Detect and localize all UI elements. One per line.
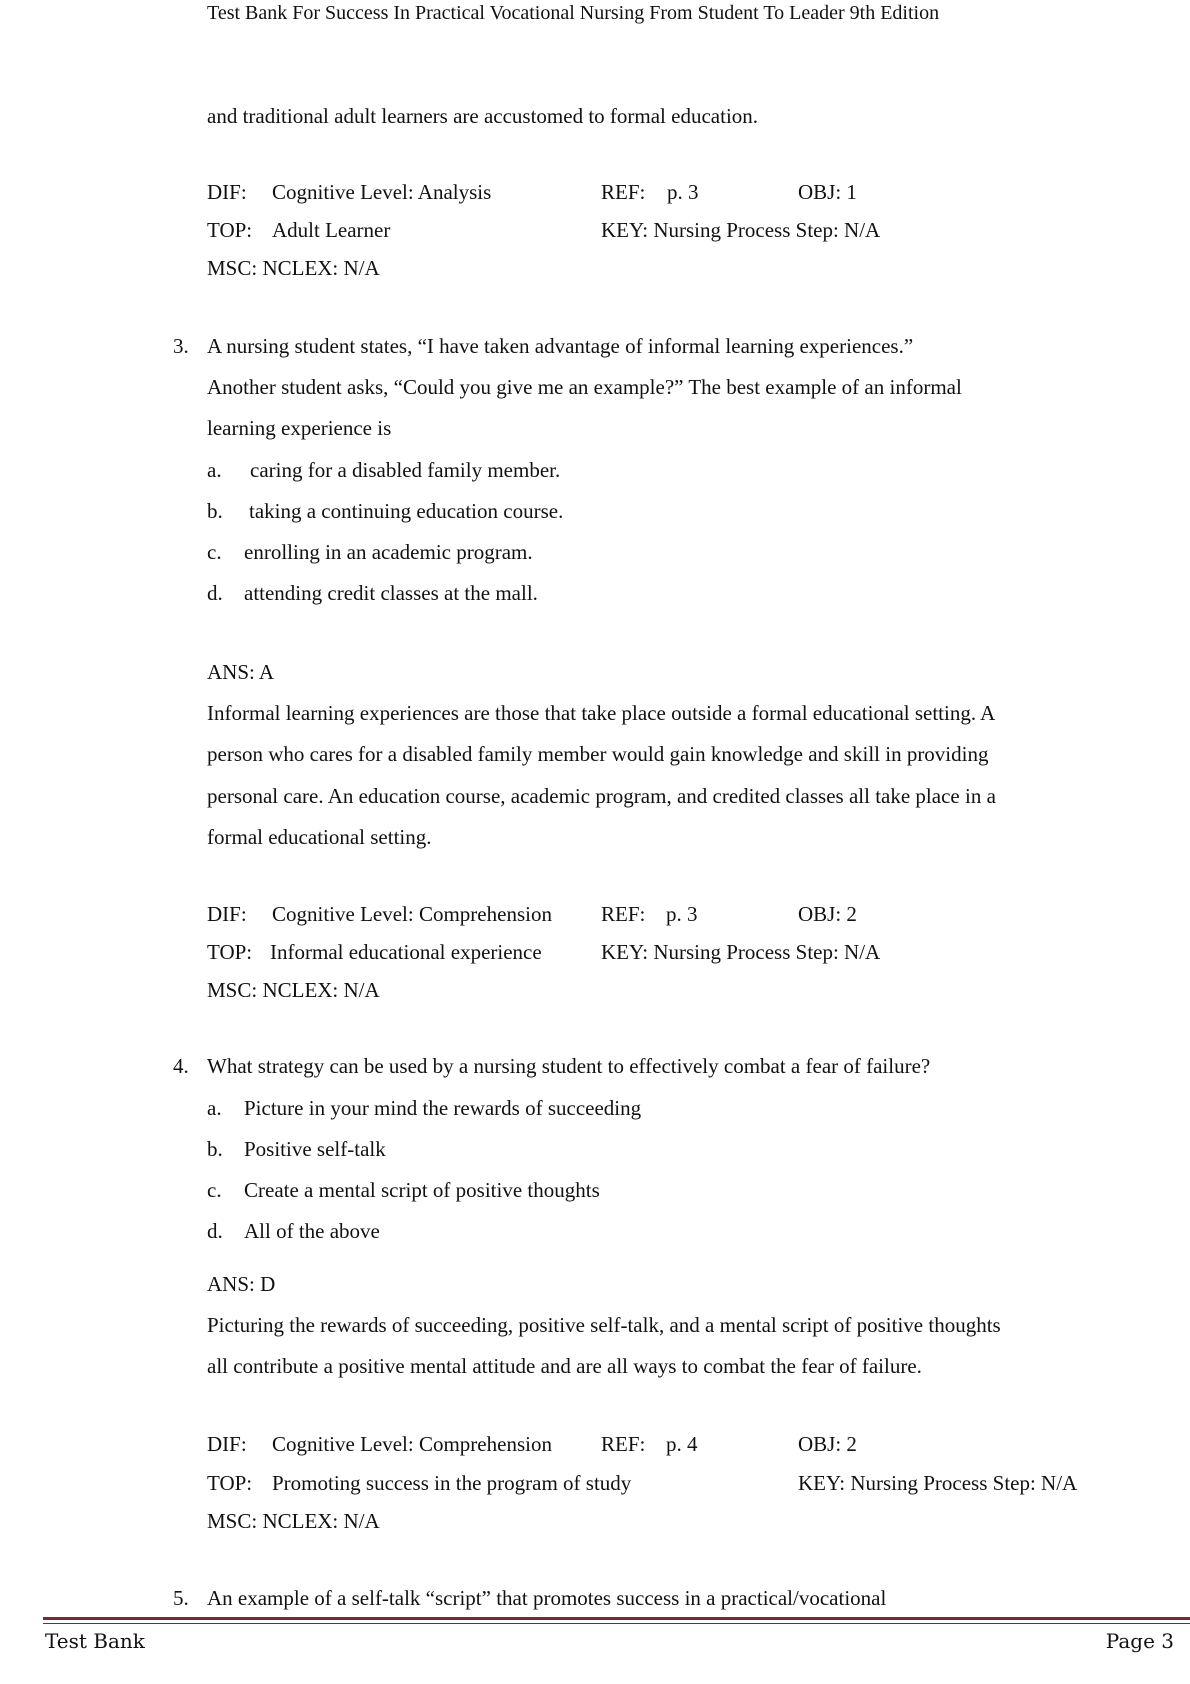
q4-dif-label: DIF: xyxy=(207,1432,247,1456)
q4-option-d-letter: d. xyxy=(207,1219,223,1243)
q3-option-c-text: enrolling in an academic program. xyxy=(244,540,533,564)
footer-page-number: Page 3 xyxy=(1105,1629,1174,1653)
q2-dif-value: Cognitive Level: Analysis xyxy=(272,180,492,204)
q3-option-d-letter: d. xyxy=(207,581,223,605)
q3-stem-line-2: Another student asks, “Could you give me an example?” The best example of an informal xyxy=(207,375,962,399)
q4-ref-value: p. 4 xyxy=(666,1432,698,1456)
q3-stem-line-3: learning experience is xyxy=(207,416,392,440)
q4-rationale-line-1: Picturing the rewards of succeeding, positive self-talk, and a mental script of positive thoughts xyxy=(207,1313,1001,1337)
q3-ref-value: p. 3 xyxy=(666,902,698,926)
q3-number: 3. xyxy=(173,334,189,358)
q2-msc: MSC: NCLEX: N/A xyxy=(207,256,380,280)
q4-top-value: Promoting success in the program of study xyxy=(272,1471,632,1495)
q3-key: KEY: Nursing Process Step: N/A xyxy=(601,940,881,964)
footer-rule-thin xyxy=(43,1623,1190,1624)
q3-rationale-line-2: person who cares for a disabled family member would gain knowledge and skill in providing xyxy=(207,742,989,766)
q2-dif-label: DIF: xyxy=(207,180,247,204)
q4-option-d-text: All of the above xyxy=(244,1219,380,1243)
q4-number: 4. xyxy=(173,1054,189,1078)
q3-option-a-letter: a. xyxy=(207,458,222,482)
q4-option-b-text: Positive self-talk xyxy=(244,1137,386,1161)
q3-top-label: TOP: xyxy=(207,940,253,964)
footer-left-label: Test Bank xyxy=(45,1629,145,1653)
intro-line: and traditional adult learners are accustomed to formal education. xyxy=(207,104,759,128)
q3-dif-label: DIF: xyxy=(207,902,247,926)
q2-obj: OBJ: 1 xyxy=(798,180,857,204)
q4-option-a-text: Picture in your mind the rewards of succeeding xyxy=(244,1096,642,1120)
q5-stem: An example of a self-talk “script” that promotes success in a practical/vocational xyxy=(207,1586,887,1610)
q3-option-b-letter: b. xyxy=(207,499,223,523)
q2-key: KEY: Nursing Process Step: N/A xyxy=(601,218,881,242)
q3-option-c-letter: c. xyxy=(207,540,222,564)
q2-ref-label: REF: xyxy=(601,180,646,204)
q4-option-c-letter: c. xyxy=(207,1178,222,1202)
q2-ref-value: p. 3 xyxy=(667,180,699,204)
q3-rationale-line-3: personal care. An education course, academic program, and credited classes all take place in a xyxy=(207,784,996,808)
q3-dif-value: Cognitive Level: Comprehension xyxy=(272,902,552,926)
q3-ref-label: REF: xyxy=(601,902,646,926)
q4-ref-label: REF: xyxy=(601,1432,646,1456)
q3-top-value: Informal educational experience xyxy=(270,940,542,964)
q3-rationale-line-4: formal educational setting. xyxy=(207,825,432,849)
q4-rationale-line-2: all contribute a positive mental attitude and are all ways to combat the fear of failure. xyxy=(207,1354,922,1378)
q3-option-b-text: taking a continuing education course. xyxy=(249,499,564,523)
q3-option-d-text: attending credit classes at the mall. xyxy=(244,581,538,605)
q4-obj: OBJ: 2 xyxy=(798,1432,857,1456)
q2-top-value: Adult Learner xyxy=(272,218,391,242)
q3-answer: ANS: A xyxy=(207,660,275,684)
q4-answer: ANS: D xyxy=(207,1272,276,1296)
q3-stem-line-1: A nursing student states, “I have taken advantage of informal learning experiences.” xyxy=(207,334,914,358)
q5-number: 5. xyxy=(173,1586,189,1610)
q2-top-label: TOP: xyxy=(207,218,253,242)
q4-dif-value: Cognitive Level: Comprehension xyxy=(272,1432,552,1456)
q4-stem: What strategy can be used by a nursing student to effectively combat a fear of failure? xyxy=(207,1054,931,1078)
q3-option-a-text: caring for a disabled family member. xyxy=(250,458,561,482)
page-header-title: Test Bank For Success In Practical Vocational Nursing From Student To Leader 9th Edition xyxy=(207,2,940,24)
q4-msc: MSC: NCLEX: N/A xyxy=(207,1509,380,1533)
footer-rule-thick xyxy=(43,1617,1190,1620)
q4-key: KEY: Nursing Process Step: N/A xyxy=(798,1471,1078,1495)
q4-option-b-letter: b. xyxy=(207,1137,223,1161)
q4-option-c-text: Create a mental script of positive thoughts xyxy=(244,1178,600,1202)
q3-msc: MSC: NCLEX: N/A xyxy=(207,978,380,1002)
q3-obj: OBJ: 2 xyxy=(798,902,857,926)
q4-top-label: TOP: xyxy=(207,1471,253,1495)
q3-rationale-line-1: Informal learning experiences are those that take place outside a formal educational setting. A xyxy=(207,701,996,725)
q4-option-a-letter: a. xyxy=(207,1096,222,1120)
